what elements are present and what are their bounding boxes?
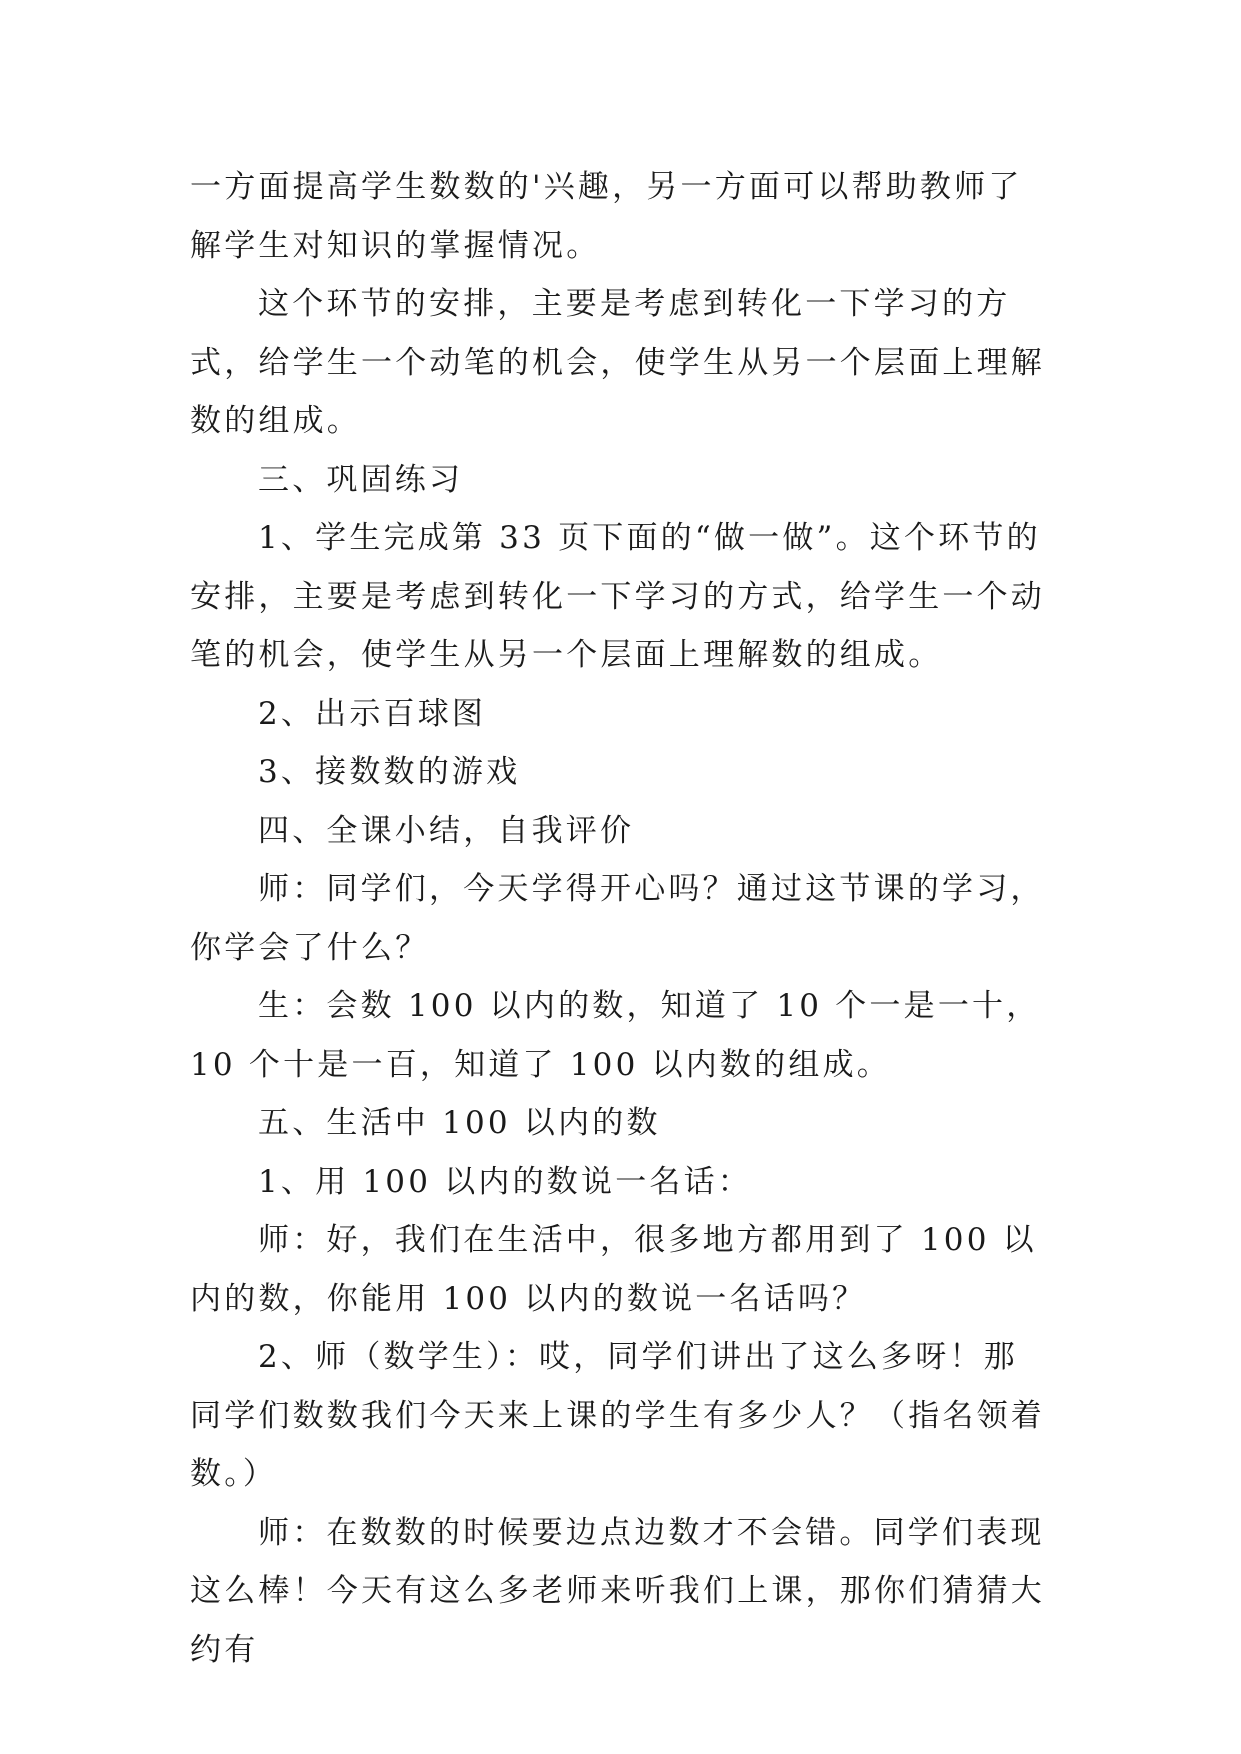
- paragraph-student-answer: 生：会数 100 以内的数，知道了 10 个一是一十，10 个十是一百，知道了 100 以内数的组成。: [190, 988, 1041, 1083]
- paragraph-teacher-life: 师：好，我们在生活中，很多地方都用到了 100 以内的数，你能用 100 以内的数说一名话吗？: [190, 1222, 1037, 1317]
- paragraph-life-1: 1、用 100 以内的数说一名话：: [258, 1163, 752, 1200]
- paragraph-rationale: 这个环节的安排，主要是考虑到转化一下学习的方式，给学生一个动笔的机会，使学生从另一个层面上理解数的组成。: [190, 286, 1045, 439]
- paragraph-intro-continuation: 一方面提高学生数数的'兴趣，另一方面可以帮助教师了解学生对知识的掌握情况。: [190, 169, 1023, 264]
- section-heading-summary: 四、全课小结，自我评价: [258, 812, 635, 849]
- section-heading-life: 五、生活中 100 以内的数: [258, 1105, 661, 1141]
- paragraph-practice-3: 3、接数数的游戏: [258, 754, 521, 790]
- paragraph-life-2: 2、师（数学生）：哎，同学们讲出了这么多呀！那同学们数数我们今天来上课的学生有多少人？（指名领着数。）: [190, 1339, 1045, 1492]
- paragraph-practice-1: 1、学生完成第 33 页下面的“做一做”。这个环节的安排，主要是考虑到转化一下学习的方式，给学生一个动笔的机会，使学生从另一个层面上理解数的组成。: [190, 520, 1045, 673]
- paragraph-teacher-counting: 师：在数数的时候要边点边数才不会错。同学们表现这么棒！今天有这么多老师来听我们上课，那你们猜猜大约有: [190, 1514, 1045, 1668]
- document-body: [190, 158, 1050, 1679]
- paragraph-practice-2: 2、出示百球图: [258, 695, 487, 732]
- section-heading-practice: 三、巩固练习: [258, 461, 464, 498]
- paragraph-teacher-question: 师：同学们，今天学得开心吗？通过这节课的学习，你学会了什么？: [190, 871, 1045, 966]
